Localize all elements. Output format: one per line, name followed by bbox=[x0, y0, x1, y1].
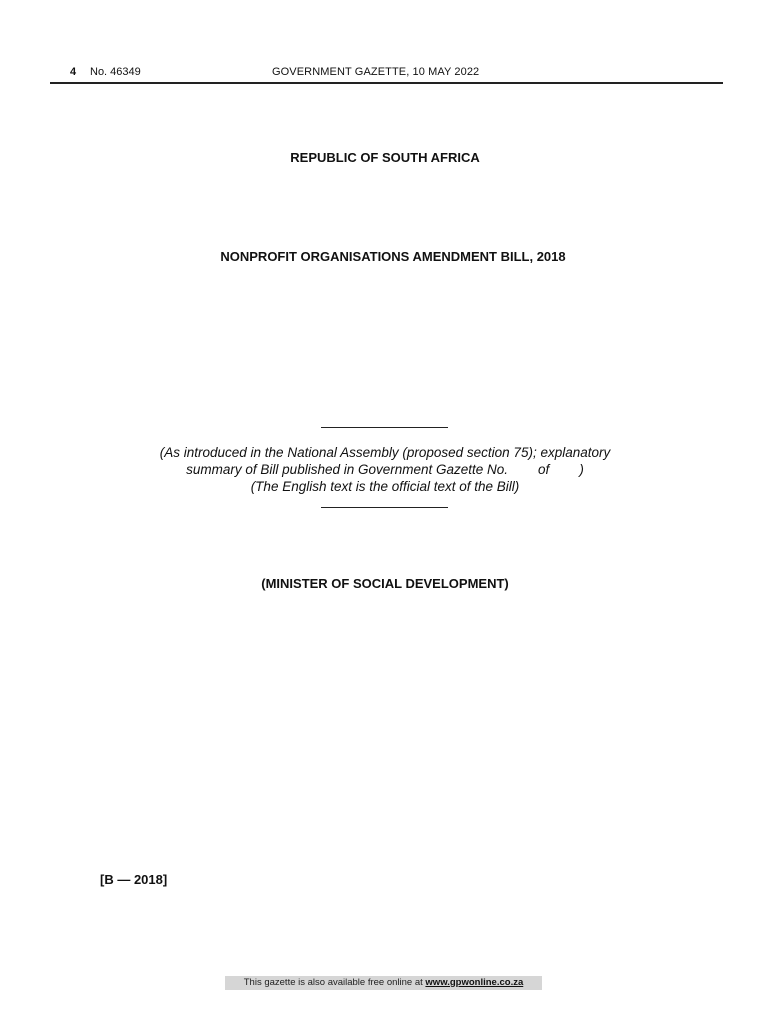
intro-line: (The English text is the official text of the Bill) bbox=[250, 479, 520, 494]
intro-divider-bottom bbox=[321, 507, 448, 508]
gazette-number: No. 46349 bbox=[90, 66, 141, 78]
page-header bbox=[50, 64, 723, 82]
footer-banner bbox=[225, 976, 542, 990]
republic-heading: REPUBLIC OF SOUTH AFRICA bbox=[290, 150, 480, 165]
intro-divider-top bbox=[321, 427, 448, 428]
minister-heading: (MINISTER OF SOCIAL DEVELOPMENT) bbox=[261, 576, 509, 591]
introduction-note bbox=[0, 444, 770, 495]
gazette-title: GOVERNMENT GAZETTE, 10 MAY 2022 bbox=[272, 66, 480, 78]
intro-line: (As introduced in the National Assembly (proposed section 75); explanatory bbox=[159, 445, 611, 460]
page-number: 4 bbox=[70, 66, 77, 78]
bill-title: NONPROFIT ORGANISATIONS AMENDMENT BILL, 2018 bbox=[220, 249, 566, 264]
intro-line: summary of Bill published in Government Gazette No. of ) bbox=[186, 462, 584, 477]
footer-text: This gazette is also available free online at bbox=[243, 977, 426, 988]
header-divider bbox=[50, 82, 723, 84]
footer-link[interactable]: www.gpwonline.co.za bbox=[425, 977, 524, 988]
bill-number: [B — 2018] bbox=[100, 872, 168, 887]
